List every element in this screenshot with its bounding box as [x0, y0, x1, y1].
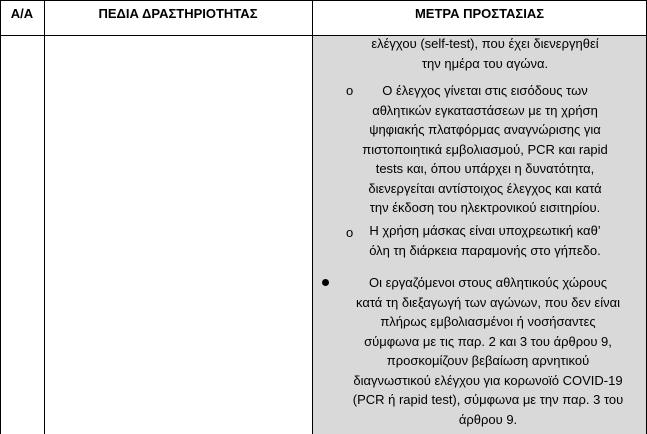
bullet-item-line: κατά τη διεξαγωγή των αγώνων, που δεν είναι [355, 294, 621, 310]
header-index: Α/Α [10, 6, 34, 21]
sub-item-marker: o [346, 83, 354, 98]
table-border-left [0, 0, 1, 434]
sub-item-line: tests και, όπου υπάρχει η δυνατότητα, [375, 161, 595, 176]
sub-item-marker: o [346, 225, 354, 240]
table-border-top [0, 0, 647, 1]
bullet-item-line: διαγνωστικού ελέγχου για κορωνοϊό COVID-19 [353, 372, 623, 388]
column-divider-1 [44, 0, 45, 434]
sub-item-line: ψηφιακής πλατφόρμας αναγνώρισης για [369, 122, 601, 137]
sub-item-line: Η χρήση μάσκας είναι υποχρεωτική καθ’ [369, 223, 601, 238]
sub-item-line: όλη τη διάρκεια παραμονής στο γήπεδο. [369, 242, 601, 258]
sub-item-line: αθλητικών εγκαταστάσεων με τη χρήση [372, 102, 598, 118]
sub-item-line: διενεργείται αντίστοιχος έλεγχος και κατά [368, 180, 602, 196]
bullet-item-line: (PCR ή rapid test), σύμφωνα με την παρ. 3 του [352, 392, 624, 407]
bullet-icon [322, 279, 329, 286]
bullet-item-line: προσκομίζουν βεβαίωση αρνητικού [386, 353, 590, 368]
continuation-line: την ημέρα του αγώνα. [421, 55, 549, 71]
header-activity-fields: ΠΕΔΙΑ ΔΡΑΣΤΗΡΙΟΤΗΤΑΣ [98, 6, 258, 21]
column-divider-2 [312, 0, 313, 434]
continuation-line: ελέγχου (self-test), που έχει διενεργηθεί [371, 36, 599, 51]
sub-item-line: την έκδοση του ηλεκτρονικού εισιτηρίου. [369, 200, 601, 215]
bullet-item-line: πλήρως εμβολιασμένοι ή νοσήσαντες [380, 314, 596, 329]
index-cell [0, 36, 44, 434]
activity-field-cell [44, 36, 312, 434]
sub-item-line: Ο έλεγχος γίνεται στις εισόδους των [382, 83, 588, 98]
header-protection-measures: ΜΕΤΡΑ ΠΡΟΣΤΑΣΙΑΣ [414, 6, 545, 21]
bullet-item-line: σύμφωνα με τις παρ. 2 και 3 του άρθρου 9, [364, 333, 612, 349]
bullet-item-line: άρθρου 9. [458, 411, 518, 427]
sub-item-line: πιστοποιητικά εμβολιασμού, PCR και rapid [362, 141, 608, 157]
bullet-item-line: Οι εργαζόμενοι στους αθλητικούς χώρους [368, 275, 608, 290]
